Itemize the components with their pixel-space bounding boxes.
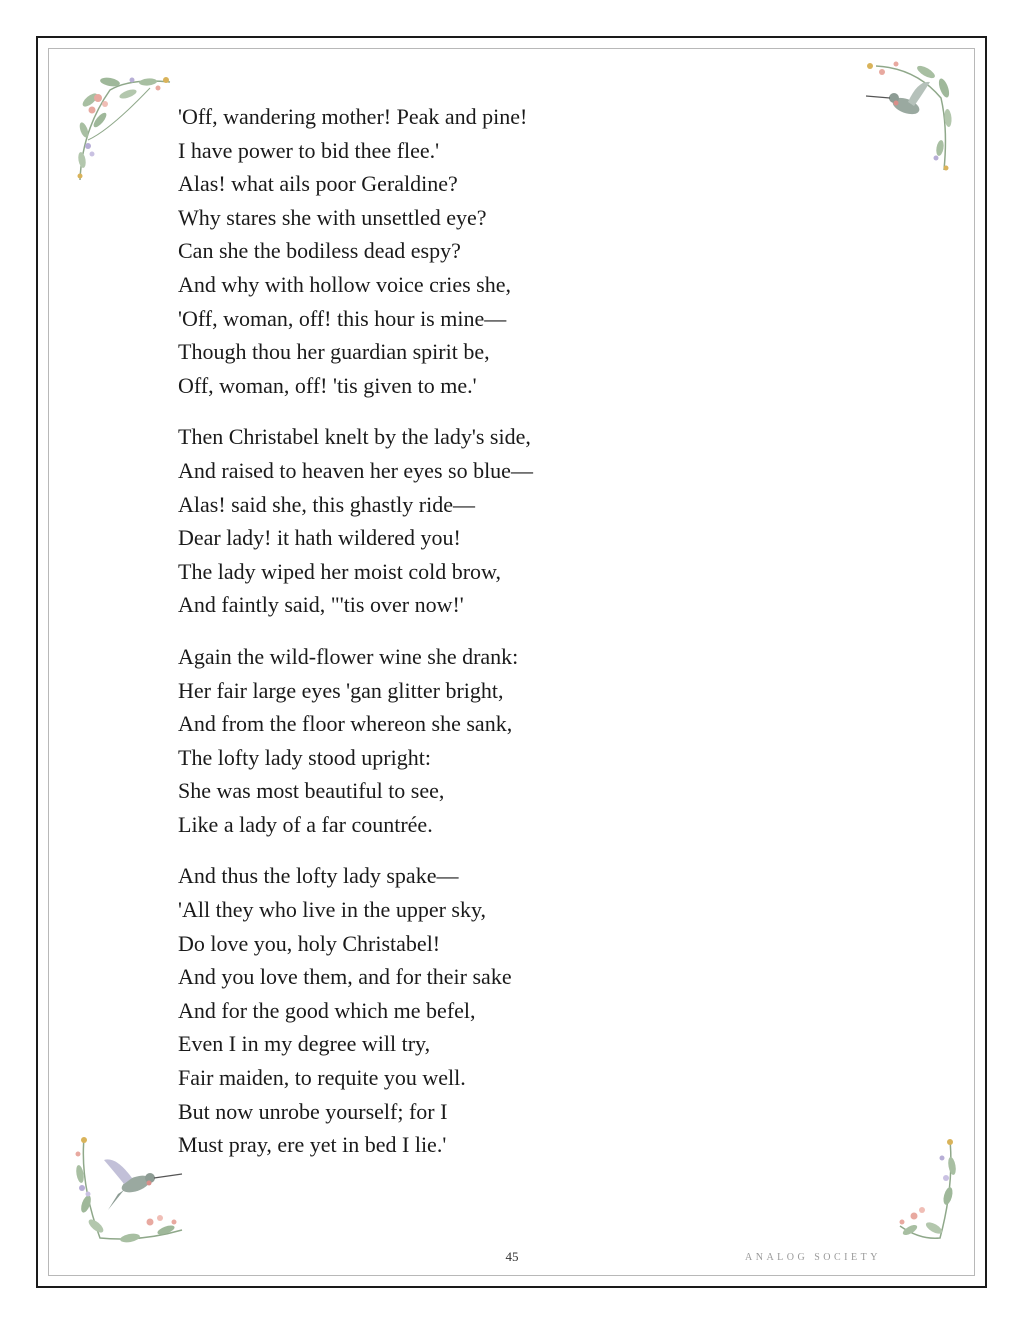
poem-line: Alas! said she, this ghastly ride— <box>178 491 475 517</box>
publisher-name: ANALOG SOCIETY <box>745 1252 881 1263</box>
poem-line: Off, woman, off! 'tis given to me.' <box>178 372 477 398</box>
poem-line: And from the floor whereon she sank, <box>178 711 513 737</box>
poem-line: Again the wild-flower wine she drank: <box>178 643 519 669</box>
poem-line: The lady wiped her moist cold brow, <box>178 558 501 584</box>
floral-corner-icon <box>70 70 182 190</box>
hummingbird-floral-icon <box>856 58 956 176</box>
poem-line: And thus the lofty lady spake— <box>178 863 459 889</box>
poem-line: Why stares she with unsettled eye? <box>178 204 487 230</box>
poem-line: But now unrobe yourself; for I <box>178 1098 448 1124</box>
poem-line: And you love them, and for their sake <box>178 964 512 990</box>
poem-line: Even I in my degree will try, <box>178 1031 431 1057</box>
stanza <box>178 859 738 1161</box>
poem-line: And for the good which me befel, <box>178 997 476 1023</box>
stanza <box>178 420 738 622</box>
poem-line: The lofty lady stood upright: <box>178 744 431 770</box>
poem-line: 'All they who live in the upper sky, <box>178 897 487 923</box>
poem-line: She was most beautiful to see, <box>178 778 445 804</box>
poem-line: And why with hollow voice cries she, <box>178 271 511 297</box>
poem-line: 'Off, wandering mother! Peak and pine! <box>178 104 528 129</box>
poem-line: And raised to heaven her eyes so blue— <box>178 457 533 483</box>
page-number: 45 <box>505 1249 519 1264</box>
poem-line: And faintly said, "'tis over now!' <box>178 592 464 618</box>
poem-line: Then Christabel knelt by the lady's side, <box>178 424 531 450</box>
poem-body <box>178 100 738 1180</box>
stanza <box>178 640 738 842</box>
poem-line: Dear lady! it hath wildered you! <box>178 525 461 551</box>
poem-line: I have power to bid thee flee.' <box>178 137 440 163</box>
poem-line: Like a lady of a far countrée. <box>178 811 433 837</box>
poem-line: Though thou her guardian spirit be, <box>178 339 490 365</box>
poem-line: Alas! what ails poor Geraldine? <box>178 171 458 197</box>
hummingbird-floral-icon <box>70 1134 190 1246</box>
floral-corner-icon <box>890 1136 960 1246</box>
poem-line: 'Off, woman, off! this hour is mine— <box>178 305 507 331</box>
poem-line: Do love you, holy Christabel! <box>178 930 441 956</box>
poem-line: Must pray, ere yet in bed I lie.' <box>178 1132 447 1158</box>
poem-line: Fair maiden, to requite you well. <box>178 1065 466 1091</box>
stanza <box>178 100 738 402</box>
poem-line: Can she the bodiless dead espy? <box>178 238 461 264</box>
poem-line: Her fair large eyes 'gan glitter bright, <box>178 677 504 703</box>
